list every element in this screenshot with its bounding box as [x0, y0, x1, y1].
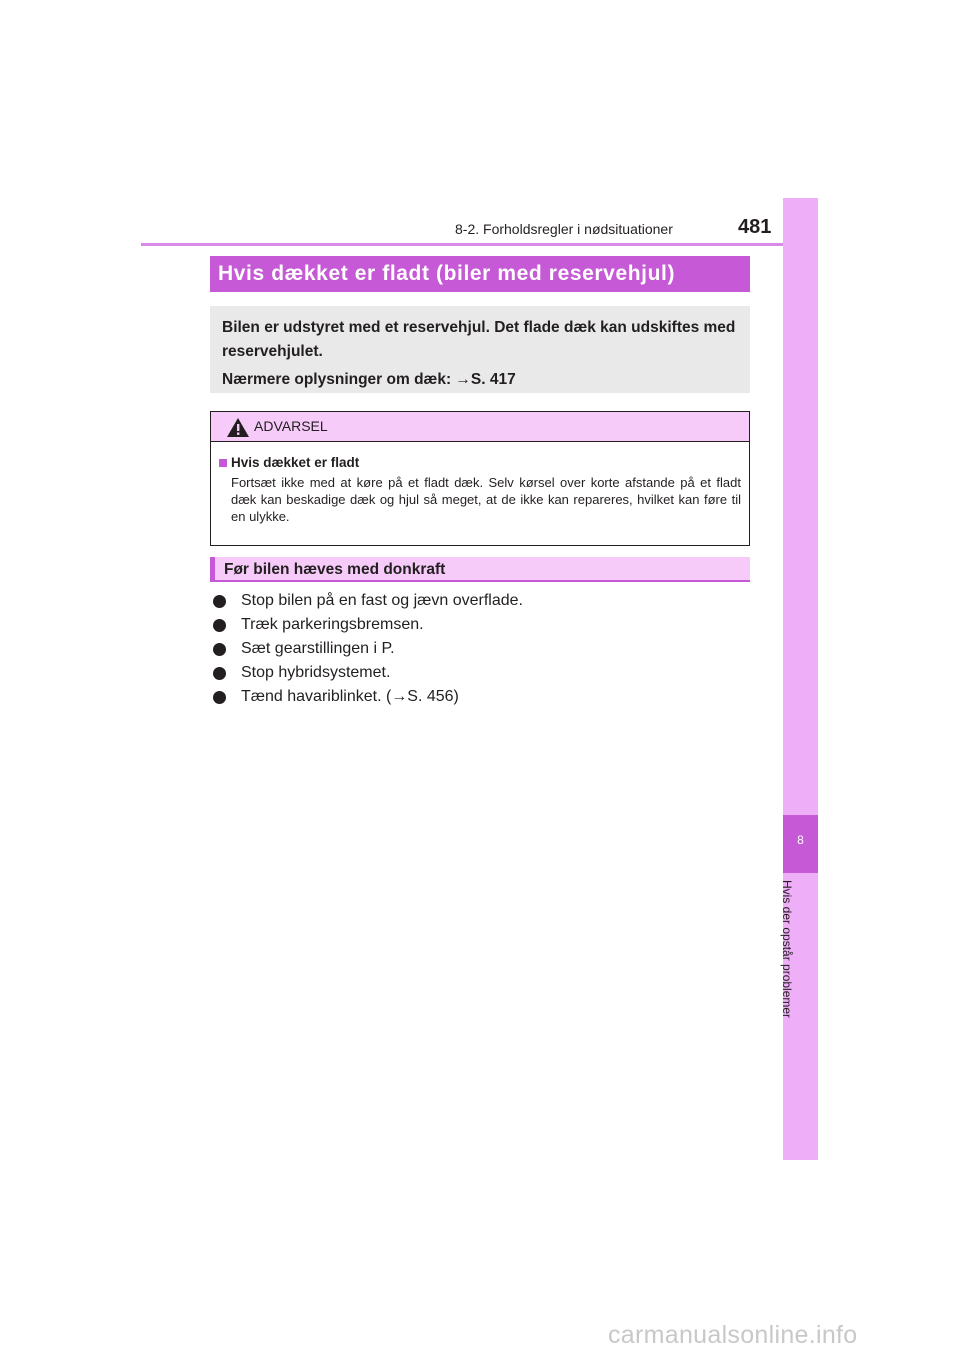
chapter-number-badge — [783, 815, 818, 873]
list-item-text: Sæt gearstillingen i P. — [241, 640, 395, 657]
chapter-label: Hvis der opstår problemer — [780, 880, 794, 1019]
list-item — [213, 637, 523, 661]
page-title: Hvis dækket er fladt (biler med reservehjul) — [210, 256, 750, 292]
list-item-text: Stop hybridsystemet. — [241, 664, 391, 681]
list-item — [213, 685, 523, 709]
section-title: 8-2. Forholdsregler i nødsituationer — [455, 221, 673, 237]
list-item-text: Tænd havariblinket. (→S. 456) — [241, 688, 459, 705]
warning-label: ADVARSEL — [254, 418, 328, 434]
square-bullet-icon — [219, 459, 227, 467]
warning-header — [211, 412, 749, 442]
list-item — [213, 589, 523, 613]
bullet-dot-icon — [213, 619, 226, 632]
list-item-text: Træk parkeringsbremsen. — [241, 616, 424, 633]
warning-triangle-icon — [227, 418, 249, 437]
warning-subheading — [219, 454, 741, 471]
list-item — [213, 661, 523, 685]
warning-text: Fortsæt ikke med at køre på et fladt dæk. Selv kørsel over korte afstande på et fladt dæk kan beskadige dæk og hjul så meget, at de ikke kan repareres, hvilket kan føre til en ulykke. — [231, 475, 741, 524]
bullet-dot-icon — [213, 667, 226, 680]
bullet-list — [213, 589, 523, 709]
bullet-dot-icon — [213, 691, 226, 704]
warning-subheading-text: Hvis dækket er fladt — [231, 455, 360, 470]
intro-box — [210, 306, 750, 393]
chapter-number: 8 — [797, 833, 804, 847]
section-subheading: Før bilen hæves med donkraft — [210, 557, 750, 582]
list-item-text: Stop bilen på en fast og jævn overflade. — [241, 592, 523, 609]
intro-text: Bilen er udstyret med et reservehjul. Det flade dæk kan udskiftes med reservehjulet. — [222, 319, 736, 360]
bullet-dot-icon — [213, 643, 226, 656]
page-number: 481 — [738, 216, 772, 238]
bullet-dot-icon — [213, 595, 226, 608]
watermark: carmanualsonline.info — [608, 1321, 858, 1349]
warning-box — [210, 411, 750, 546]
list-item — [213, 613, 523, 637]
intro-reference: Nærmere oplysninger om dæk: →S. 417 — [222, 371, 516, 388]
warning-body — [211, 442, 749, 525]
header-rule — [141, 243, 818, 246]
